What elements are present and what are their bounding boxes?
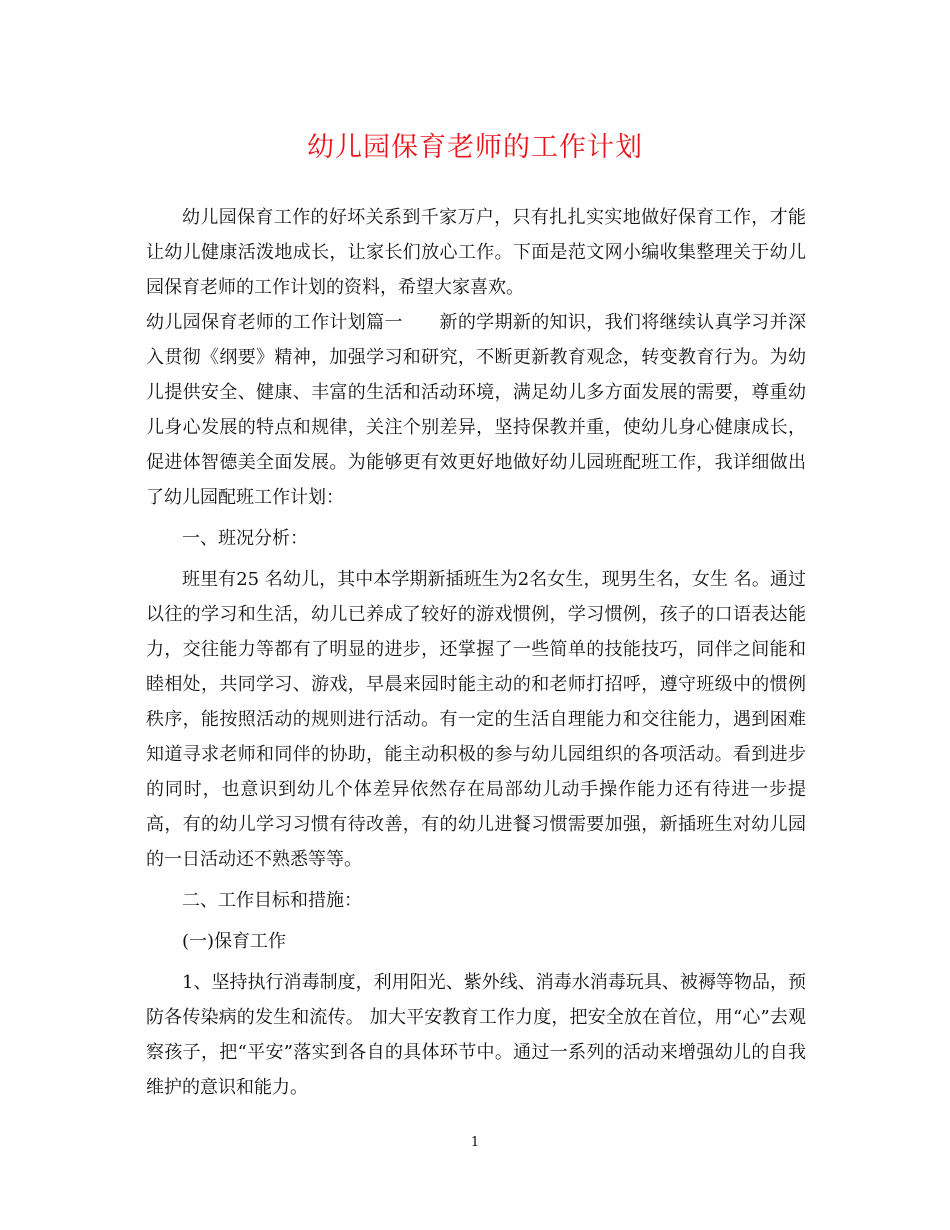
care-work-paragraph: 1、坚持执行消毒制度，利用阳光、紫外线、消毒水消毒玩具、被褥等物品，预防各传染病的发生和流传。 加大平安教育工作力度，把安全放在首位，用“心”去观察孩子，把“平安”落实到各自的具体环节中。通过一系列的活动来增强幼儿的自我维护的意识和能力。: [146, 972, 806, 1098]
section-paragraph-plan-one: 幼儿园保育老师的工作计划篇一 新的学期新的知识，我们将继续认真学习并深入贯彻《纲要》精神，加强学习和研究，不断更新教育观念，转变教育行为。为幼儿提供安全、健康、丰富的生活和活动环境，满足幼儿多方面发展的需要，尊重幼儿身心发展的特点和规律，关注个别差异，坚持保教并重，使幼儿身心健康成长，促进体智德美全面发展。为能够更有效更好地做好幼儿园班配班工作，我详细做出了幼儿园配班工作计划：: [146, 312, 806, 508]
intro-paragraph: 幼儿园保育工作的好坏关系到千家万户，只有扎扎实实地做好保育工作，才能让幼儿健康活泼地成长，让家长们放心工作。下面是范文网小编收集整理关于幼儿园保育老师的工作计划的资料，希望大家喜欢。: [146, 207, 806, 298]
document-title: 幼儿园保育老师的工作计划: [307, 132, 643, 163]
heading-class-analysis: 一、班况分析：: [182, 528, 308, 549]
heading-goals-measures: 二、工作目标和措施：: [182, 890, 362, 911]
document-body: [146, 200, 806, 1105]
page-number: 1: [470, 1135, 480, 1150]
heading-care-work: (一)保育工作: [182, 931, 287, 952]
class-analysis-paragraph: 班里有25 名幼儿，其中本学期新插班生为2名女生，现男生名，女生 名。通过以往的学习和生活，幼儿已养成了较好的游戏惯例，学习惯例，孩子的口语表达能力，交往能力等都有了明显的进步，还掌握了一些简单的技能技巧，同伴之间能和睦相处，共同学习、游戏，早晨来园时能主动的和老师打招呼，遵守班级中的惯例秩序，能按照活动的规则进行活动。有一定的生活自理能力和交往能力，遇到困难知道寻求老师和同伴的协助，能主动积极的参与幼儿园组织的各项活动。看到进步的同时，也意识到幼儿个体差异依然存在局部幼儿动手操作能力还有待进一步提高，有的幼儿学习习惯有待改善，有的幼儿进餐习惯需要加强，新插班生对幼儿园的一日活动还不熟悉等等。: [146, 569, 806, 870]
